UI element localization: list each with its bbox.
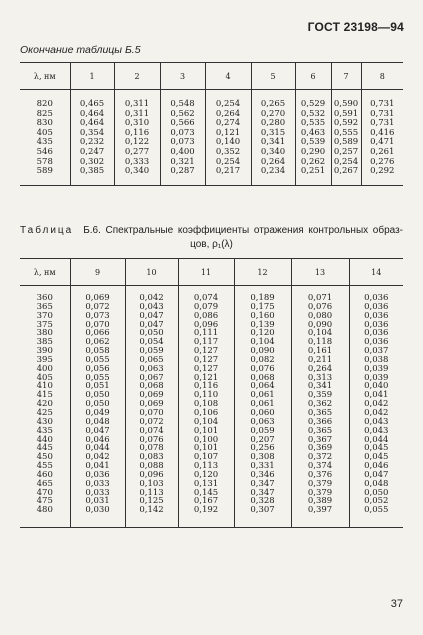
table-cell-value: 0,369	[307, 443, 333, 454]
table-cell-value: 0,111	[193, 328, 219, 339]
table-cell-value: 0,121	[193, 372, 219, 383]
table-cell-value: 0,331	[250, 461, 275, 472]
column-header: 3	[160, 63, 205, 90]
table-cell-value: 0,131	[193, 478, 219, 489]
table-cell-value: 0,211	[307, 354, 333, 365]
table-cell-value: 0,055	[364, 505, 389, 516]
table-cell-value: 455	[36, 461, 53, 472]
table-cell-value: 405	[36, 127, 53, 138]
table-cell-value: 0,072	[85, 301, 110, 312]
table1-header-row	[20, 63, 403, 90]
table-cell-value: 0,062	[85, 337, 110, 348]
table-cell-value: 0,464	[79, 108, 105, 119]
table-cell-value: 0,731	[370, 118, 395, 129]
table-cell-value: 0,086	[193, 310, 219, 321]
table-cell-value: 0,050	[139, 328, 164, 339]
table-cell-value: 0,592	[333, 118, 359, 129]
table-cell-value: 0,037	[364, 346, 389, 357]
table-cell-value: 0,104	[193, 416, 219, 427]
table-cell-value: 0,041	[364, 390, 389, 401]
table-cell-value: 0,051	[85, 381, 110, 392]
table-cell-value: 450	[36, 452, 53, 463]
table-cell-value: 470	[36, 487, 53, 498]
table-cell-value: 385	[36, 337, 53, 348]
table-column-cell	[205, 90, 251, 186]
table-cell-value: 0,328	[250, 496, 275, 507]
table-cell-value: 0,464	[79, 118, 105, 129]
table-column-cell	[295, 90, 331, 186]
table-cell-value: 0,070	[139, 407, 164, 418]
table-cell-value: 0,264	[215, 108, 241, 119]
table-cell-value: 0,217	[215, 166, 241, 177]
table-cell-value: 0,276	[370, 156, 395, 167]
table-cell-value: 390	[36, 346, 53, 357]
table-cell-value: 0,049	[85, 407, 110, 418]
table-cell-value: 0,048	[364, 478, 389, 489]
table-cell-value: 0,103	[139, 478, 164, 489]
table-cell-value: 0,463	[300, 127, 326, 138]
table-cell-value: 0,039	[364, 372, 389, 383]
table-cell-value: 0,302	[79, 156, 105, 167]
table-cell-value: 0,047	[139, 310, 164, 321]
table-cell-value: 0,379	[307, 478, 333, 489]
table-cell-value: 0,033	[85, 478, 110, 489]
table-cell-value: 0,074	[139, 425, 164, 436]
table-column-cell	[125, 286, 178, 528]
table-cell-value: 0,397	[307, 505, 333, 516]
table-cell-value: 0,104	[307, 328, 333, 339]
table-cell-value: 0,073	[85, 310, 110, 321]
table-cell-value: 465	[36, 478, 53, 489]
table-cell-value: 0,367	[307, 434, 333, 445]
table-cell-value: 0,254	[215, 99, 241, 109]
table-cell-value: 0,589	[333, 137, 359, 148]
table-cell-value: 0,590	[333, 99, 359, 109]
table-cell-value: 0,066	[85, 328, 110, 339]
table-cell-value: 0,160	[250, 310, 275, 321]
table-cell-value: 0,050	[364, 487, 389, 498]
table-cell-value: 360	[36, 293, 53, 303]
table-cell-value: 0,047	[364, 469, 389, 480]
table-b5-end	[20, 62, 403, 186]
table-cell-value: 0,113	[193, 461, 219, 472]
table-cell-value: 0,465	[79, 99, 105, 109]
table-cell-value: 435	[36, 137, 53, 148]
table-cell-value: 0,042	[364, 399, 389, 410]
table-column-cell	[70, 90, 114, 186]
table-cell-value: 0,591	[333, 108, 359, 119]
table-cell-value: 400	[36, 363, 53, 374]
table-cell-value: 0,376	[307, 469, 333, 480]
table2-caption-text: Б.6. Спектральные коэффициенты отражения контрольных образ-	[83, 225, 403, 236]
table-cell-value: 0,042	[139, 293, 164, 303]
table-cell-value: 0,101	[193, 443, 219, 454]
table-cell-value: 435	[36, 425, 53, 436]
table-cell-value: 0,069	[85, 293, 110, 303]
table-cell-value: 0,036	[364, 293, 389, 303]
table-cell-value: 0,352	[215, 146, 241, 157]
table-cell-value: 480	[36, 505, 53, 516]
column-header: 10	[125, 259, 178, 286]
table-cell-value: 0,047	[139, 319, 164, 330]
table-cell-value: 0,038	[364, 354, 389, 365]
table-cell-value: 0,307	[250, 505, 275, 516]
table-cell-value: 0,267	[333, 166, 359, 177]
table-cell-value: 0,039	[364, 363, 389, 374]
table-cell-value: 0,562	[170, 108, 195, 119]
column-header: 6	[295, 63, 331, 90]
table2-caption	[20, 224, 403, 252]
table-cell-value: 0,346	[250, 469, 275, 480]
table-cell-value: 0,059	[250, 425, 275, 436]
table-cell-value: 0,247	[79, 146, 105, 157]
table-cell-value: 375	[36, 319, 53, 330]
table-cell-value: 0,555	[333, 127, 359, 138]
table-b6	[20, 258, 403, 528]
table-column-cell	[361, 90, 403, 186]
table-cell-value: 0,044	[85, 443, 110, 454]
column-header: λ, нм	[20, 259, 70, 286]
table-cell-value: 0,116	[124, 127, 150, 138]
table-cell-value: 0,048	[85, 416, 110, 427]
table-cell-value: 0,121	[215, 127, 241, 138]
table-cell-value: 0,120	[193, 469, 219, 480]
table-cell-value: 0,070	[85, 319, 110, 330]
table1-caption: Окончание таблицы Б.5	[20, 44, 141, 56]
table-cell-value: 0,270	[260, 108, 286, 119]
table2-caption-line2: цов, ρ₁(λ)	[190, 239, 233, 250]
table-cell-value: 0,073	[170, 137, 195, 148]
table-cell-value: 395	[36, 354, 53, 365]
column-header: 2	[114, 63, 160, 90]
table-cell-value: 0,257	[333, 146, 359, 157]
table-column-cell	[20, 286, 70, 528]
table-cell-value: 0,261	[370, 146, 395, 157]
table-cell-value: 0,055	[85, 354, 110, 365]
table-cell-value: 0,061	[250, 390, 275, 401]
table-cell-value: 445	[36, 443, 53, 454]
table-cell-value: 410	[36, 381, 53, 392]
table-cell-value: 0,045	[364, 452, 389, 463]
table-cell-value: 0,539	[300, 137, 326, 148]
table-cell-value: 0,310	[124, 118, 150, 129]
table-cell-value: 0,254	[215, 156, 241, 167]
table-column-cell	[349, 286, 403, 528]
page-number: 37	[390, 598, 403, 610]
table-cell-value: 0,389	[307, 496, 333, 507]
table-cell-value: 0,043	[364, 425, 389, 436]
table-cell-value: 0,341	[260, 137, 286, 148]
table-column-cell	[291, 286, 349, 528]
table-cell-value: 0,107	[193, 452, 219, 463]
table-cell-value: 0,106	[193, 407, 219, 418]
table-cell-value: 0,341	[307, 381, 333, 392]
table-column-cell	[114, 90, 160, 186]
table-cell-value: 0,058	[85, 346, 110, 357]
table-cell-value: 0,042	[364, 407, 389, 418]
table-cell-value: 0,277	[124, 146, 150, 157]
table-cell-value: 0,127	[193, 354, 219, 365]
table-cell-value: 0,118	[307, 337, 333, 348]
table-cell-value: 0,117	[193, 337, 219, 348]
table-cell-value: 0,120	[250, 328, 275, 339]
table2-caption-label: Таблица	[20, 225, 74, 236]
table-cell-value: 0,054	[139, 337, 164, 348]
table-cell-value: 0,080	[307, 310, 333, 321]
table-cell-value: 0,050	[85, 390, 110, 401]
table-cell-value: 0,076	[250, 363, 275, 374]
table-cell-value: 0,090	[250, 346, 275, 357]
table-cell-value: 0,251	[300, 166, 326, 177]
table-cell-value: 0,110	[193, 390, 219, 401]
table-cell-value: 0,354	[79, 127, 105, 138]
table-cell-value: 0,311	[124, 108, 150, 119]
table-cell-value: 0,050	[85, 399, 110, 410]
table-cell-value: 0,064	[250, 381, 275, 392]
table-cell-value: 0,063	[250, 416, 275, 427]
table-cell-value: 0,043	[139, 301, 164, 312]
table-cell-value: 0,471	[370, 137, 395, 148]
table-cell-value: 0,036	[364, 301, 389, 312]
table-cell-value: 0,044	[364, 434, 389, 445]
table-cell-value: 0,036	[364, 328, 389, 339]
table-cell-value: 0,076	[307, 301, 333, 312]
table-cell-value: 0,145	[193, 487, 219, 498]
table-cell-value: 0,232	[79, 137, 105, 148]
table-cell-value: 420	[36, 399, 53, 410]
column-header: 11	[178, 259, 234, 286]
table-cell-value: 0,287	[170, 166, 195, 177]
table-cell-value: 0,142	[139, 505, 164, 516]
table-cell-value: 0,104	[250, 337, 275, 348]
column-header: 5	[251, 63, 295, 90]
table-cell-value: 0,052	[364, 496, 389, 507]
table-cell-value: 0,113	[139, 487, 164, 498]
table-column-cell	[160, 90, 205, 186]
table-cell-value: 0,046	[85, 434, 110, 445]
table-cell-value: 0,333	[124, 156, 150, 167]
table-cell-value: 0,082	[250, 354, 275, 365]
table-cell-value: 0,207	[250, 434, 275, 445]
table-cell-value: 0,365	[307, 407, 333, 418]
table-cell-value: 0,234	[260, 166, 286, 177]
table-cell-value: 0,046	[364, 461, 389, 472]
table-cell-value: 0,313	[307, 372, 333, 383]
table-cell-value: 546	[36, 146, 53, 157]
table-cell-value: 0,140	[215, 137, 241, 148]
table-cell-value: 0,108	[193, 399, 219, 410]
table-cell-value: 0,400	[170, 146, 195, 157]
table-cell-value: 0,063	[139, 363, 164, 374]
table-cell-value: 0,290	[300, 146, 326, 157]
table-cell-value: 0,254	[333, 156, 359, 167]
table-cell-value: 0,041	[85, 461, 110, 472]
table-cell-value: 825	[36, 108, 53, 119]
table-cell-value: 0,139	[250, 319, 275, 330]
column-header: 4	[205, 63, 251, 90]
table-cell-value: 0,532	[300, 108, 326, 119]
column-header: 9	[70, 259, 125, 286]
table-cell-value: 0,079	[193, 301, 219, 312]
table-cell-value: 0,042	[85, 452, 110, 463]
table-cell-value: 0,083	[139, 452, 164, 463]
table-cell-value: 0,059	[139, 346, 164, 357]
table-cell-value: 0,416	[370, 127, 395, 138]
table-cell-value: 0,321	[170, 156, 195, 167]
table-cell-value: 0,256	[250, 443, 275, 454]
table-cell-value: 820	[36, 99, 53, 109]
table-cell-value: 405	[36, 372, 53, 383]
table-cell-value: 0,067	[139, 372, 164, 383]
table-cell-value: 0,073	[170, 127, 195, 138]
table1-body-row	[20, 90, 403, 186]
table-column-cell	[70, 286, 125, 528]
column-header: 12	[234, 259, 291, 286]
table-cell-value: 0,264	[260, 156, 286, 167]
table-cell-value: 0,090	[307, 319, 333, 330]
table-cell-value: 0,340	[260, 146, 286, 157]
table-cell-value: 0,379	[307, 487, 333, 498]
table-cell-value: 0,068	[250, 372, 275, 383]
column-header: 14	[349, 259, 403, 286]
table-cell-value: 0,372	[307, 452, 333, 463]
table-cell-value: 0,566	[170, 118, 195, 129]
column-header: 1	[70, 63, 114, 90]
table-cell-value: 460	[36, 469, 53, 480]
table-cell-value: 0,192	[193, 505, 219, 516]
table-cell-value: 0,308	[250, 452, 275, 463]
table-cell-value: 830	[36, 118, 53, 129]
table-cell-value: 0,076	[139, 434, 164, 445]
table-cell-value: 425	[36, 407, 53, 418]
table-cell-value: 0,366	[307, 416, 333, 427]
table-cell-value: 0,548	[170, 99, 195, 109]
table-cell-value: 0,043	[364, 416, 389, 427]
table-cell-value: 0,292	[370, 166, 395, 177]
table-cell-value: 0,101	[193, 425, 219, 436]
table-cell-value: 0,262	[300, 156, 326, 167]
table-cell-value: 0,315	[260, 127, 286, 138]
table-cell-value: 0,365	[307, 425, 333, 436]
table-cell-value: 0,096	[193, 319, 219, 330]
table-cell-value: 0,036	[364, 310, 389, 321]
table-cell-value: 0,280	[260, 118, 286, 129]
table-cell-value: 0,359	[307, 390, 333, 401]
table-cell-value: 578	[36, 156, 53, 167]
table-cell-value: 0,056	[85, 363, 110, 374]
table-cell-value: 0,030	[85, 505, 110, 516]
table-cell-value: 380	[36, 328, 53, 339]
table-cell-value: 0,060	[250, 407, 275, 418]
table-cell-value: 0,731	[370, 108, 395, 119]
table-cell-value: 0,529	[300, 99, 326, 109]
table-cell-value: 0,731	[370, 99, 395, 109]
table-cell-value: 0,362	[307, 399, 333, 410]
table-cell-value: 0,040	[364, 381, 389, 392]
table-cell-value: 0,347	[250, 478, 275, 489]
table-cell-value: 0,167	[193, 496, 219, 507]
table2-body-row	[20, 286, 403, 528]
table-cell-value: 0,036	[364, 319, 389, 330]
table-cell-value: 0,347	[250, 487, 275, 498]
table-cell-value: 0,385	[79, 166, 105, 177]
table-cell-value: 0,122	[124, 137, 150, 148]
table-cell-value: 0,127	[193, 363, 219, 374]
table-cell-value: 370	[36, 310, 53, 321]
table-cell-value: 0,175	[250, 301, 275, 312]
table-cell-value: 0,065	[139, 354, 164, 365]
table-column-cell	[178, 286, 234, 528]
table-cell-value: 0,096	[139, 469, 164, 480]
table-cell-value: 0,036	[85, 469, 110, 480]
table-cell-value: 0,264	[307, 363, 333, 374]
table-cell-value: 0,340	[124, 166, 150, 177]
column-header: 8	[361, 63, 403, 90]
table-cell-value: 0,069	[139, 390, 164, 401]
table-cell-value: 0,189	[250, 293, 275, 303]
column-header: λ, нм	[20, 63, 70, 90]
table-cell-value: 0,125	[139, 496, 164, 507]
column-header: 13	[291, 259, 349, 286]
table-cell-value: 0,311	[124, 99, 150, 109]
table-column-cell	[20, 90, 70, 186]
table-cell-value: 440	[36, 434, 53, 445]
table-cell-value: 0,535	[300, 118, 326, 129]
table-cell-value: 0,069	[139, 399, 164, 410]
table-cell-value: 0,100	[193, 434, 219, 445]
table-cell-value: 0,055	[85, 372, 110, 383]
table-cell-value: 0,072	[139, 416, 164, 427]
document-header: ГОСТ 23198—94	[307, 20, 404, 34]
table-cell-value: 475	[36, 496, 53, 507]
table-cell-value: 0,036	[364, 337, 389, 348]
table-cell-value: 0,074	[193, 293, 219, 303]
table-cell-value: 365	[36, 301, 53, 312]
table-cell-value: 0,031	[85, 496, 110, 507]
table-cell-value: 0,068	[139, 381, 164, 392]
table-cell-value: 0,161	[307, 346, 333, 357]
table-cell-value: 0,071	[307, 293, 333, 303]
table-cell-value: 415	[36, 390, 53, 401]
table-cell-value: 430	[36, 416, 53, 427]
table-column-cell	[331, 90, 361, 186]
table-cell-value: 589	[36, 166, 53, 177]
table-cell-value: 0,045	[364, 443, 389, 454]
table-cell-value: 0,127	[193, 346, 219, 357]
table-cell-value: 0,265	[260, 99, 286, 109]
table-cell-value: 0,078	[139, 443, 164, 454]
table-cell-value: 0,033	[85, 487, 110, 498]
table-cell-value: 0,088	[139, 461, 164, 472]
table-cell-value: 0,374	[307, 461, 333, 472]
table2-header-row	[20, 259, 403, 286]
table-column-cell	[234, 286, 291, 528]
table-cell-value: 0,116	[193, 381, 219, 392]
table-cell-value: 0,274	[215, 118, 241, 129]
table-column-cell	[251, 90, 295, 186]
table-cell-value: 0,061	[250, 399, 275, 410]
table-cell-value: 0,047	[85, 425, 110, 436]
column-header: 7	[331, 63, 361, 90]
